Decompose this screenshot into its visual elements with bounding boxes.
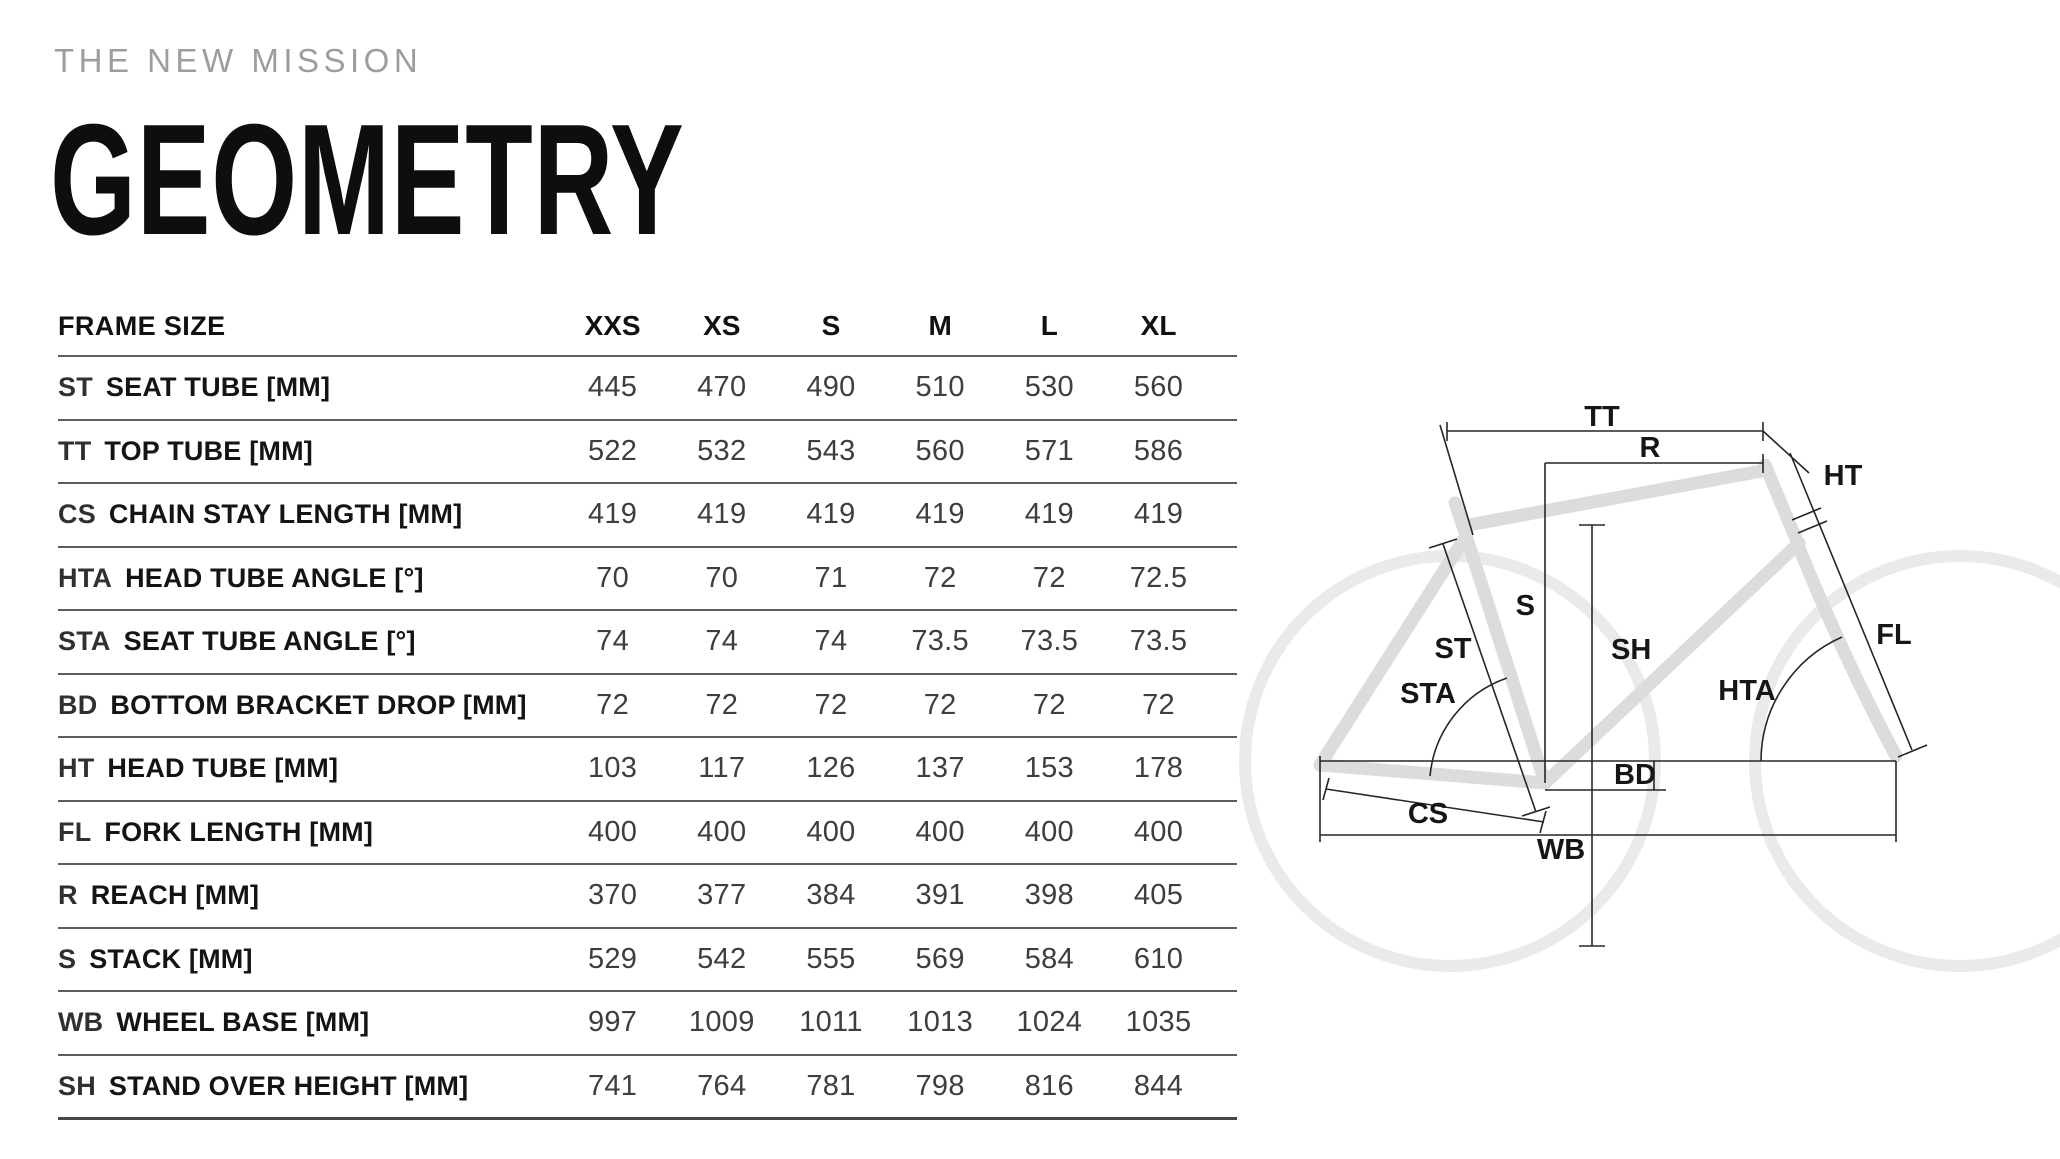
table-row-tt	[58, 421, 1237, 485]
table-row-wb	[58, 992, 1237, 1056]
value-cell: 532	[697, 434, 747, 467]
size-column-header-3: M	[928, 310, 952, 341]
value-cell: 586	[1133, 434, 1184, 467]
value-cell: 103	[587, 752, 638, 785]
measurement-name: BOTTOM BRACKET DROP [MM]	[110, 689, 527, 720]
size-column-header-5: XL	[1140, 310, 1177, 341]
value-cell: 74	[814, 625, 848, 658]
measurement-name: CHAIN STAY LENGTH [MM]	[108, 499, 463, 530]
value-cell: 569	[915, 942, 965, 975]
value-cell: 522	[587, 434, 638, 467]
measurement-abbr: BD	[58, 689, 98, 720]
measurement-abbr: WB	[58, 1007, 104, 1038]
value-cell: 72	[1032, 688, 1066, 721]
value-cell: 137	[915, 752, 965, 785]
table-row-bd	[58, 675, 1237, 739]
value-cell: 398	[1024, 879, 1074, 912]
value-cell: 560	[915, 434, 965, 467]
value-cell: 400	[697, 815, 747, 848]
value-cell: 72.5	[1129, 561, 1188, 594]
seat-angle-label: STA	[1400, 678, 1456, 710]
table-row-ht	[58, 738, 1237, 802]
measurement-abbr: ST	[58, 372, 93, 403]
stack-label: S	[1515, 590, 1535, 622]
value-cell: 510	[915, 371, 965, 404]
value-cell: 1035	[1125, 1006, 1192, 1039]
table-row-sh	[58, 1056, 1237, 1121]
value-cell: 70	[705, 561, 739, 594]
head-tube-label: HT	[1823, 460, 1863, 492]
geometry-table	[58, 297, 1237, 1120]
value-cell: 405	[1133, 879, 1184, 912]
value-cell: 419	[806, 498, 856, 531]
value-cell: 74	[596, 625, 630, 658]
frame-size-header: FRAME SIZE	[58, 310, 226, 341]
measurement-label	[58, 563, 558, 594]
measurement-name: HEAD TUBE ANGLE [°]	[125, 562, 424, 593]
value-cell: 72	[923, 688, 957, 721]
value-cell: 71	[814, 561, 848, 594]
measurement-name: SEAT TUBE [MM]	[105, 372, 331, 403]
value-cell: 1011	[799, 1006, 863, 1039]
value-cell: 391	[915, 879, 965, 912]
reach-label: R	[1639, 432, 1661, 464]
measurement-abbr: HT	[58, 753, 95, 784]
measurement-name: WHEEL BASE [MM]	[116, 1007, 370, 1038]
measurement-abbr: TT	[58, 435, 92, 466]
bb-drop-label: BD	[1614, 759, 1656, 791]
measurement-abbr: HTA	[58, 562, 113, 593]
value-cell: 400	[587, 815, 638, 848]
value-cell: 1009	[688, 1006, 755, 1039]
value-cell: 384	[806, 879, 856, 912]
measurement-label	[58, 626, 558, 657]
bike-geometry-diagram	[1090, 393, 2060, 1018]
value-cell: 74	[705, 625, 739, 658]
value-cell: 72	[596, 688, 630, 721]
measurement-label	[58, 1007, 558, 1038]
value-cell: 445	[587, 371, 638, 404]
measurement-abbr: FL	[58, 816, 92, 847]
value-cell: 70	[596, 561, 630, 594]
tt-label: TT	[1584, 401, 1620, 433]
value-cell: 764	[697, 1069, 747, 1102]
value-cell: 419	[915, 498, 965, 531]
value-cell: 529	[587, 942, 638, 975]
chain-stay-tube	[1320, 765, 1545, 783]
value-cell: 798	[915, 1069, 965, 1102]
measurement-label	[58, 499, 558, 530]
value-cell: 72	[705, 688, 739, 721]
value-cell: 419	[1133, 498, 1184, 531]
value-cell: 610	[1133, 942, 1184, 975]
measurement-abbr: R	[58, 880, 78, 911]
value-cell: 377	[697, 879, 747, 912]
size-column-header-2: S	[821, 310, 841, 341]
measurement-label	[58, 690, 558, 721]
measurement-label	[58, 944, 558, 975]
measurement-label	[58, 436, 558, 467]
value-cell: 543	[806, 434, 856, 467]
measurement-name: HEAD TUBE [MM]	[107, 753, 339, 784]
measurement-label	[58, 753, 558, 784]
value-cell: 1024	[1016, 1006, 1083, 1039]
value-cell: 400	[806, 815, 856, 848]
value-cell: 542	[697, 942, 747, 975]
table-row-sta	[58, 611, 1237, 675]
value-cell: 419	[587, 498, 638, 531]
value-cell: 490	[806, 371, 856, 404]
size-column-header-4: L	[1040, 310, 1058, 341]
measurement-name: FORK LENGTH [MM]	[104, 816, 374, 847]
value-cell: 126	[806, 752, 856, 785]
table-header-row	[58, 297, 1237, 357]
value-cell: 73.5	[1129, 625, 1188, 658]
measurement-name: STAND OVER HEIGHT [MM]	[108, 1070, 469, 1101]
page-subtitle: THE NEW MISSION	[54, 42, 423, 79]
value-cell: 400	[1024, 815, 1074, 848]
value-cell: 419	[697, 498, 747, 531]
value-cell: 73.5	[911, 625, 969, 658]
value-cell: 400	[915, 815, 965, 848]
value-cell: 530	[1024, 371, 1074, 404]
measurement-name: SEAT TUBE ANGLE [°]	[123, 626, 416, 657]
table-row-r	[58, 865, 1237, 929]
value-cell: 117	[698, 752, 746, 785]
value-cell: 844	[1133, 1069, 1184, 1102]
size-column-header-0: XXS	[584, 310, 641, 341]
value-cell: 419	[1024, 498, 1074, 531]
fork-length-label: FL	[1876, 619, 1912, 651]
head-angle-label: HTA	[1718, 675, 1776, 707]
table-row-st	[58, 357, 1237, 421]
measurement-abbr: STA	[58, 626, 111, 657]
page-title: GEOMETRY	[50, 92, 685, 268]
value-cell: 781	[806, 1069, 856, 1102]
value-cell: 370	[587, 879, 638, 912]
value-cell: 72	[1142, 688, 1175, 721]
wheelbase-label: WB	[1536, 834, 1586, 866]
table-row-s	[58, 929, 1237, 993]
value-cell: 555	[806, 942, 856, 975]
size-column-header-1: XS	[703, 310, 741, 341]
measurement-name: REACH [MM]	[90, 880, 260, 911]
seat-tube-label: ST	[1434, 633, 1472, 665]
measurement-name: TOP TUBE [MM]	[104, 435, 313, 466]
value-cell: 178	[1133, 752, 1184, 785]
head-tube	[1765, 465, 1799, 546]
value-cell: 72	[923, 561, 957, 594]
value-cell: 1013	[907, 1006, 974, 1039]
fork-tube	[1799, 548, 1896, 756]
value-cell: 470	[697, 371, 747, 404]
value-cell: 73.5	[1020, 625, 1079, 658]
table-row-cs	[58, 484, 1237, 548]
value-cell: 741	[587, 1069, 638, 1102]
measurement-label	[58, 372, 558, 403]
value-cell: 997	[587, 1006, 638, 1039]
chainstay-label: CS	[1407, 798, 1449, 830]
value-cell: 816	[1024, 1069, 1074, 1102]
value-cell: 560	[1133, 371, 1184, 404]
value-cell: 584	[1024, 942, 1074, 975]
measurement-abbr: SH	[58, 1070, 96, 1101]
standover-label: SH	[1611, 634, 1652, 666]
value-cell: 153	[1024, 752, 1074, 785]
measurement-abbr: S	[58, 943, 77, 974]
value-cell: 571	[1024, 434, 1074, 467]
measurement-name: STACK [MM]	[89, 943, 253, 974]
value-cell: 72	[814, 688, 848, 721]
measurement-label	[58, 817, 558, 848]
value-cell: 72	[1032, 561, 1066, 594]
value-cell: 400	[1133, 815, 1184, 848]
table-row-hta	[58, 548, 1237, 612]
measurement-label	[58, 1071, 558, 1102]
head-axis-dimension-line	[1790, 453, 1927, 757]
top-tube	[1463, 470, 1767, 526]
table-row-fl	[58, 802, 1237, 866]
measurement-abbr: CS	[58, 499, 96, 530]
measurement-label	[58, 880, 558, 911]
